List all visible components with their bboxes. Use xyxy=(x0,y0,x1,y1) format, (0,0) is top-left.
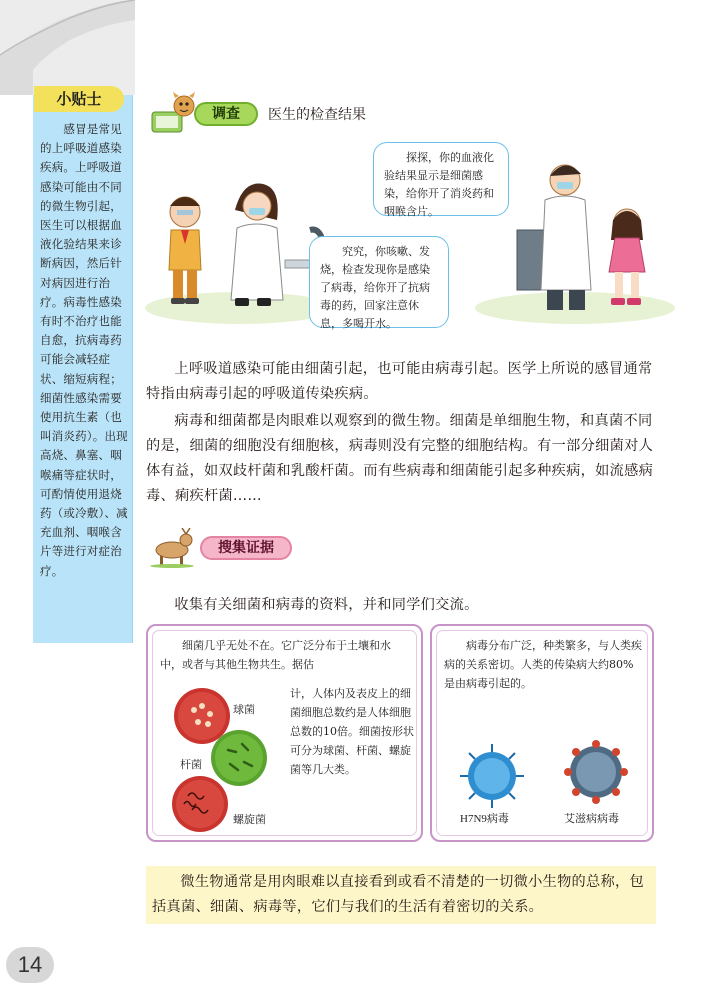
label-spiral: 螺旋菌 xyxy=(233,813,266,826)
bacteria-text-right: 计，人体内及表皮上的细菌细胞总数约是人体细胞总数的10倍。细菌按形状可分为球菌、杆菌、螺旋菌等几大类。 xyxy=(290,687,414,776)
page-curl-decoration xyxy=(0,0,135,95)
summary-text: 微生物通常是用肉眼难以直接看到或看不清楚的一切微小生物的总称，包括真菌、细菌、病毒等，它们与我们的生活有着密切的关系。 xyxy=(152,874,644,915)
deer-mascot-icon xyxy=(146,528,198,568)
bacteria-card xyxy=(146,624,423,842)
male-doctor-figure xyxy=(517,165,591,310)
page-number: 14 xyxy=(6,947,54,983)
paragraph-1: 上呼吸道感染可能由细菌引起，也可能由病毒引起。医学上所说的感冒通常特指由病毒引起的呼吸道传染疾病。 xyxy=(146,361,653,402)
survey-subtitle: 医生的检查结果 xyxy=(268,107,366,123)
section-survey-header xyxy=(146,92,366,136)
virus-card xyxy=(430,624,654,842)
label-cocci: 球菌 xyxy=(233,703,255,716)
speech-bubble-bacteria: 探探，你的血液化验结果显示是细菌感染，给你开了消炎药和咽喉含片。 xyxy=(373,142,509,216)
tips-body: 感冒是常见的上呼吸道感染疾病。上呼吸道感染可能由不同的微生物引起，医生可以根据血液化验结果来诊断病因，然后针对病因进行治疗。病毒性感染有时不治疗也能自愈，抗病毒药可能会减轻症状、缩短病程；细菌性感染需要使用抗生素（也叫消炎药）。出现高烧、鼻塞、咽喉痛等症状时，可酌情使用退烧药（或冷敷）、减充血剂、咽喉含片等进行对症治疗。 xyxy=(40,122,128,578)
paragraph-2: 病毒和细菌都是肉眼难以观察到的微生物。细菌是单细胞生物，和真菌不同的是，细菌的细胞没有细胞核，病毒则没有完整的细胞结构。有一部分细菌对人体有益，如双歧杆菌和乳酸杆菌。而有些病毒和细菌能引起多种疾病，如流感病毒、痢疾杆菌…… xyxy=(146,413,654,504)
left-margin xyxy=(0,0,135,1005)
h7n9-virus-image xyxy=(452,736,532,816)
evidence-label: 搜集证据 xyxy=(200,536,292,560)
section-evidence-header xyxy=(146,528,292,568)
label-hiv: 艾滋病病毒 xyxy=(564,812,619,825)
bacteria-text-top: 细菌几乎无处不在。它广泛分布于土壤和水中，或者与其他生物共生。据估 xyxy=(160,639,391,671)
label-bacilli: 杆菌 xyxy=(180,758,202,771)
boy-figure xyxy=(169,197,201,304)
speech-bubble-virus: 究究，你咳嗽、发烧，检查发现你是感染了病毒，给你开了抗病毒的药，回家注意休息，多喝开水。 xyxy=(309,236,449,328)
tips-title: 小贴士 xyxy=(34,86,124,112)
survey-label: 调查 xyxy=(194,102,258,126)
virus-text: 病毒分布广泛，种类繁多，与人类疾病的关系密切。人类的传染病大约80%是由病毒引起的。 xyxy=(444,639,642,690)
collect-instruction: 收集有关细菌和病毒的资料，并和同学们交流。 xyxy=(174,597,479,613)
hiv-virus-image xyxy=(556,732,636,812)
summary-box xyxy=(146,866,656,924)
doctor-scene-illustration xyxy=(145,140,675,340)
girl-figure xyxy=(609,209,645,305)
label-h7n9: H7N9病毒 xyxy=(460,813,509,825)
